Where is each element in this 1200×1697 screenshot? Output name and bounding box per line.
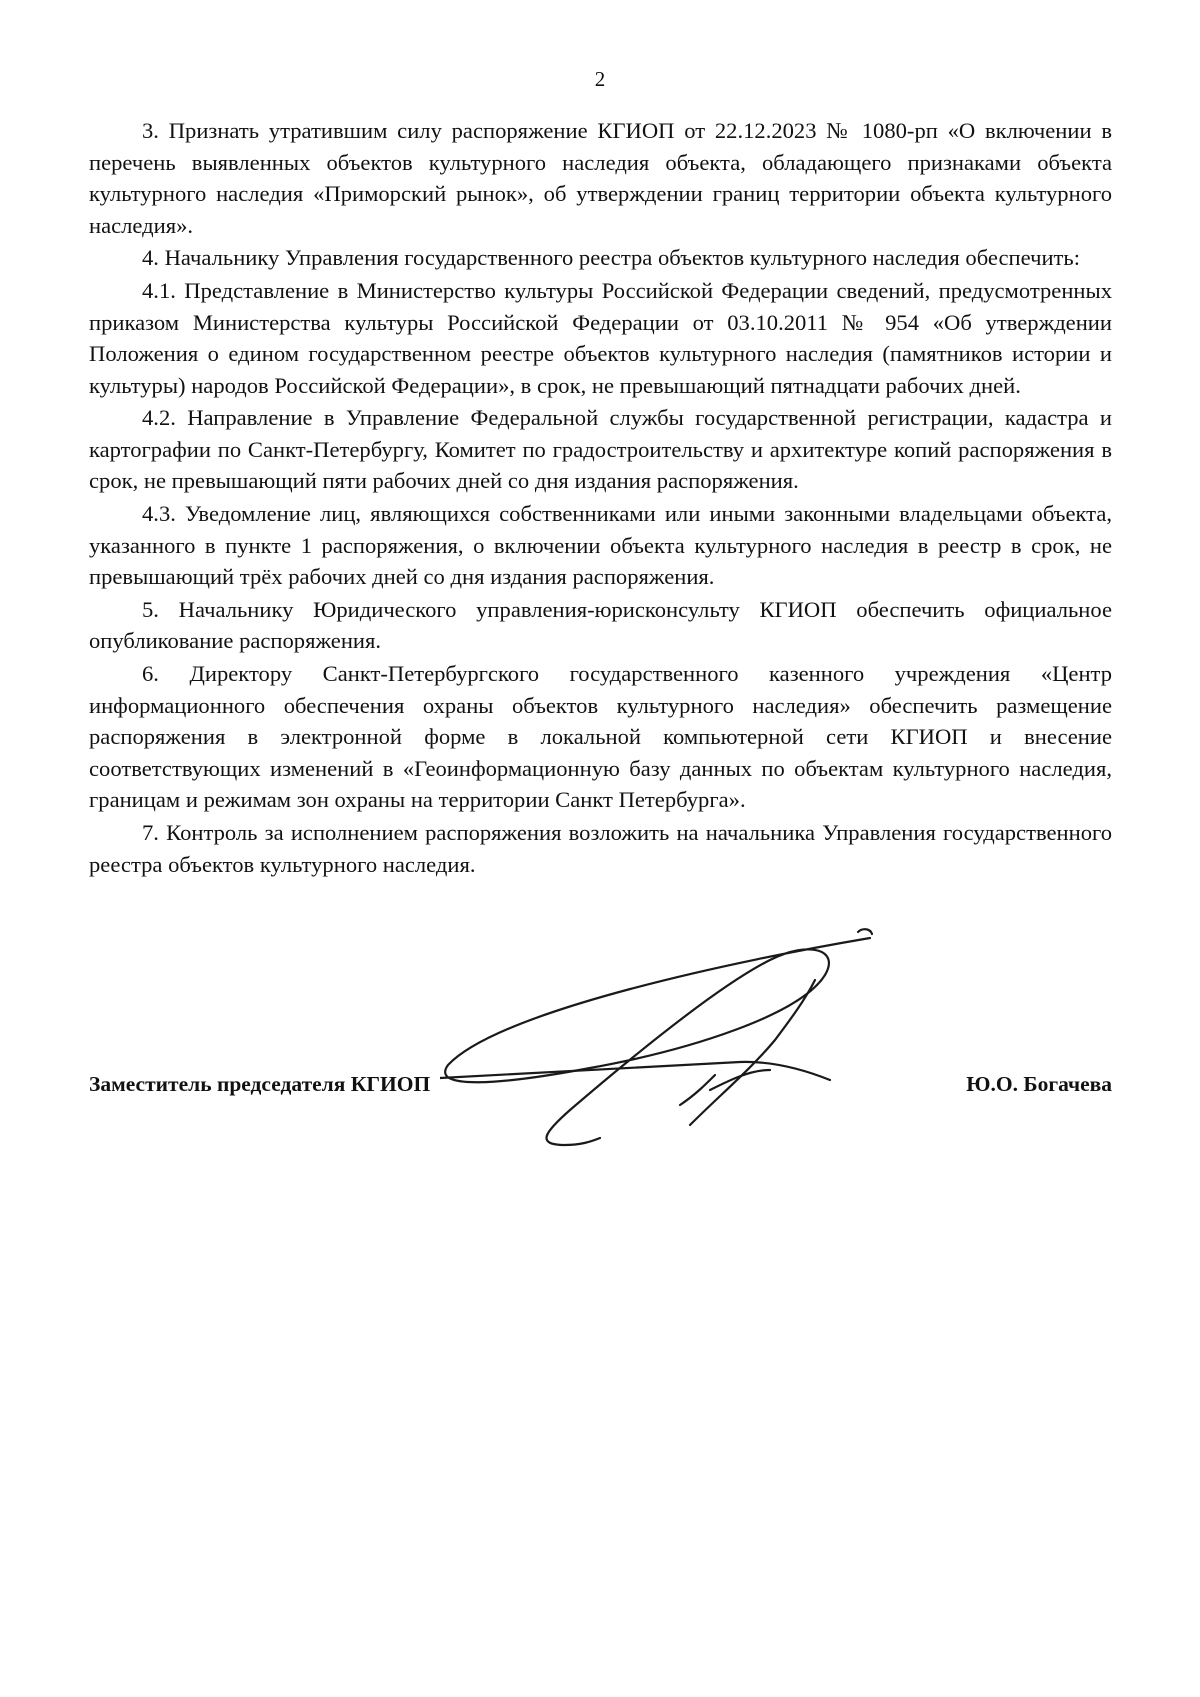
signatory-position: Заместитель председателя КГИОП — [89, 1072, 431, 1096]
signatory-name: Ю.О. Богачева — [966, 1072, 1112, 1096]
paragraph-6: 6. Директору Санкт-Петербургского государственного казенного учреждения «Центр информационного обеспечения охраны объектов культурного наследия» обеспечить размещение распоряжения в электронной форме в локальной компьютерной сети КГИОП и внесение соответствующих изменений в «Геоинформационную базу данных по объектам культурного наследия, границам и режимам зон охраны на территории Санкт Петербурга». — [89, 661, 1112, 813]
page-number: 2 — [594, 67, 606, 91]
paragraph-4: 4. Начальнику Управления государственного реестра объектов культурного наследия обеспечить: — [142, 245, 1081, 271]
document-body — [89, 115, 1112, 881]
paragraph-3: 3. Признать утратившим силу распоряжение КГИОП от 22.12.2023 № 1080-рп «О включении в перечень выявленных объектов культурного наследия объекта, обладающего признаками объекта культурного наследия «Приморский рынок», об утверждении границ территории объекта культурного наследия». — [89, 118, 1112, 238]
signature-block — [89, 1067, 1112, 1107]
paragraph-5: 5. Начальнику Юридического управления-юрисконсульту КГИОП обеспечить официальное опубликование распоряжения. — [89, 596, 1112, 654]
paragraph-4-3: 4.3. Уведомление лиц, являющихся собственниками или иными законными владельцами объекта, указанного в пункте 1 распоряжения, о включении объекта культурного наследия в реестр в срок, не превышающий трёх рабочих дней со дня издания распоряжения. — [89, 501, 1112, 590]
handwritten-signature — [440, 920, 910, 1150]
paragraph-4-1: 4.1. Представление в Министерство культуры Российской Федерации сведений, предусмотренных приказом Министерства культуры Российской Федерации от 03.10.2011 № 954 «Об утверждении Положения о едином государственном реестре объектов культурного наследия (памятников истории и культуры) народов Российской Федерации», в срок, не превышающий пятнадцати рабочих дней. — [89, 278, 1112, 398]
paragraph-4-2: 4.2. Направление в Управление Федеральной службы государственной регистрации, кадастра и картографии по Санкт-Петербургу, Комитет по градостроительству и архитектуре копий распоряжения в срок, не превышающий пяти рабочих дней со дня издания распоряжения. — [89, 405, 1112, 494]
paragraph-7: 7. Контроль за исполнением распоряжения возложить на начальника Управления государственного реестра объектов культурного наследия. — [89, 820, 1112, 877]
